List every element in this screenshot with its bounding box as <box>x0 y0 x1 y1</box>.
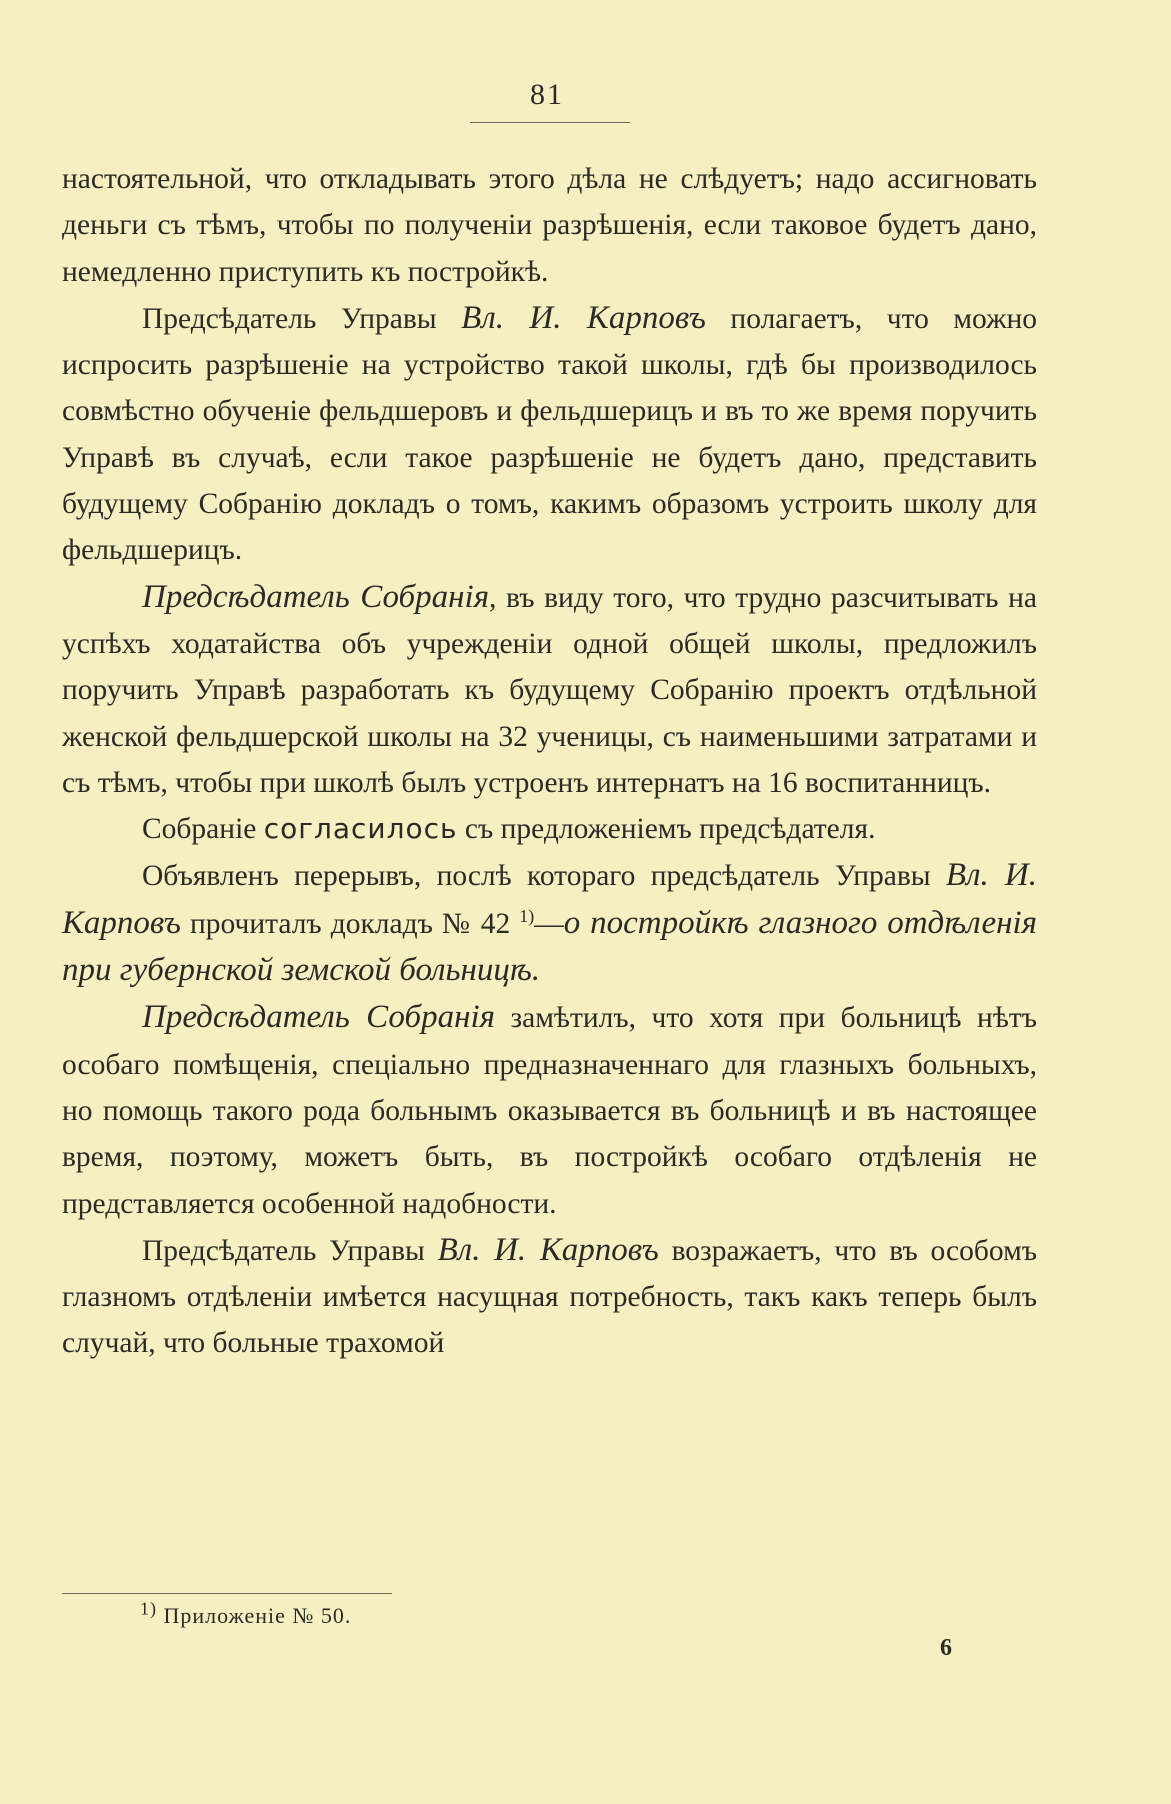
italic-text: о постройкѣ глазного отдѣленія при губернской земской больницѣ. <box>62 904 1037 989</box>
footnote-rule <box>62 1593 392 1594</box>
text-run: возражаетъ, что въ особомъ глазномъ отдѣленіи имѣется насущная потребность, такъ какъ теперь былъ случай, что больные трахомой <box>62 1234 1037 1360</box>
text-run: прочиталъ докладъ № 42 <box>180 907 520 940</box>
italic-text: Вл. И. Карповъ <box>62 857 1037 941</box>
italic-text: Предсѣдатель Собранія <box>142 999 495 1036</box>
paragraph <box>62 295 1037 574</box>
spaced-text: согласилось <box>263 812 458 846</box>
italic-text: Вл. И. Карповъ <box>461 299 706 336</box>
italic-text: Вл. И. Карповъ <box>437 1231 659 1268</box>
paragraph <box>62 1227 1037 1367</box>
text-run: — <box>534 907 564 940</box>
text-run: Предсѣдатель Управы <box>142 1234 438 1267</box>
text-run: замѣтилъ, что хотя при больницѣ нѣтъ особаго помѣщенія, спеціально предназначеннаго для глазныхъ больныхъ, но помощь такого рода больнымъ оказывается въ больницѣ и въ настоящее время, поэтому, можетъ быть, въ постройкѣ особаго отдѣленія не представляется особенной надобности. <box>62 1002 1038 1220</box>
paragraph <box>62 994 1037 1226</box>
italic-text: Предсѣдатель Собранія <box>142 578 490 615</box>
text-run: , въ виду того, что трудно разсчитывать на успѣхъ ходатайства объ учрежденіи одной общей школы, предложилъ поручить Управѣ разработать къ будущему Собранію проектъ отдѣльной женской фельдшерской школы на 32 ученицы, съ наименьшими затратами и съ тѣмъ, чтобы при школѣ былъ устроенъ интернатъ на 16 воспитанницъ. <box>62 581 1037 799</box>
paragraph <box>62 806 1037 852</box>
paragraph <box>62 852 1037 994</box>
page-number: 81 <box>530 78 564 111</box>
text-run: Собраніе <box>142 813 264 846</box>
text-run: настоятельной, что откладывать этого дѣла не слѣдуетъ; надо ассигновать деньги съ тѣмъ, чтобы по полученіи разрѣшенія, если таковое будетъ дано, немедленно приступить къ постройкѣ. <box>62 163 1037 288</box>
paragraph <box>62 574 1037 806</box>
footnote-ref: 1) <box>519 905 535 926</box>
footnote <box>140 1598 352 1629</box>
header-rule <box>470 122 630 123</box>
footnote-mark: 1) <box>140 1598 157 1619</box>
text-run: полагаетъ, что можно испросить разрѣшеніе на устройство такой школы, гдѣ бы производилось совмѣстно обученіе фельдшеровъ и фельдшерицъ и въ то же время поручить Управѣ въ случаѣ, если такое разрѣшеніе не будетъ дано, представить будущему Собранію докладъ о томъ, какимъ образомъ устроить школу для фельдшерицъ. <box>62 302 1037 567</box>
text-run: Предсѣдатель Управы <box>142 302 462 335</box>
paragraph <box>62 156 1037 295</box>
text-run: Объявленъ перерывъ, послѣ котораго предсѣдатель Управы <box>142 860 946 893</box>
footnote-text: Приложеніе № 50. <box>157 1603 352 1628</box>
body-text <box>62 156 1037 1367</box>
text-run: съ предложеніемъ предсѣдателя. <box>457 813 876 846</box>
signature-mark: 6 <box>940 1635 952 1661</box>
